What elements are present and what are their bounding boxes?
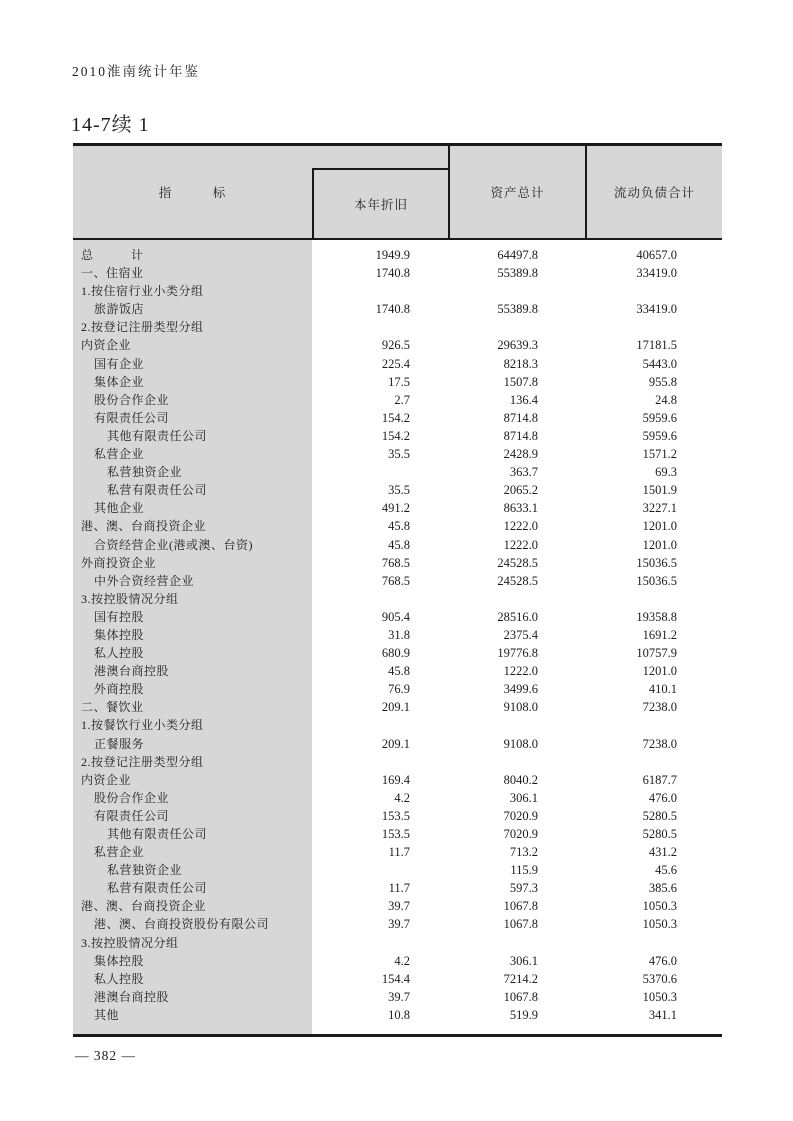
value-current-liabilities: 3227.1 bbox=[642, 501, 677, 516]
table-row bbox=[73, 680, 722, 698]
table-row bbox=[73, 716, 722, 734]
row-label: 私营独资企业 bbox=[107, 863, 183, 878]
row-label: 1.按餐饮行业小类分组 bbox=[81, 718, 204, 733]
value-depreciation: 680.9 bbox=[381, 646, 410, 661]
table-row bbox=[73, 608, 722, 626]
row-label: 港澳台商控股 bbox=[94, 664, 170, 679]
value-current-liabilities: 7238.0 bbox=[642, 736, 677, 751]
value-depreciation: 154.2 bbox=[381, 410, 410, 425]
table-row bbox=[73, 282, 722, 300]
row-label: 集体企业 bbox=[94, 374, 145, 389]
table-row bbox=[73, 934, 722, 952]
table-row bbox=[73, 318, 722, 336]
table-row bbox=[73, 355, 722, 373]
value-depreciation: 1949.9 bbox=[375, 248, 410, 262]
value-depreciation bbox=[312, 934, 448, 952]
row-label: 内资企业 bbox=[81, 338, 132, 353]
row-label: 私营有限责任公司 bbox=[107, 483, 208, 498]
table-row bbox=[73, 952, 722, 970]
value-current-liabilities: 15036.5 bbox=[636, 555, 677, 570]
table-row bbox=[73, 771, 722, 789]
value-current-liabilities bbox=[585, 282, 722, 300]
value-total-assets: 24528.5 bbox=[497, 573, 538, 588]
value-depreciation: 768.5 bbox=[381, 573, 410, 588]
value-depreciation: 768.5 bbox=[381, 555, 410, 570]
value-current-liabilities: 33419.0 bbox=[636, 302, 677, 317]
row-label: 集体控股 bbox=[94, 627, 145, 642]
row-label: 3.按控股情况分组 bbox=[81, 935, 179, 950]
table-row bbox=[73, 915, 722, 933]
table-row bbox=[73, 336, 722, 354]
value-depreciation: 45.8 bbox=[388, 664, 410, 679]
row-label: 3.按控股情况分组 bbox=[81, 591, 179, 606]
value-total-assets: 7214.2 bbox=[503, 971, 538, 986]
table-row bbox=[73, 897, 722, 915]
value-depreciation: 45.8 bbox=[388, 519, 410, 534]
table-row bbox=[73, 445, 722, 463]
row-label: 其他有限责任公司 bbox=[107, 827, 208, 841]
value-total-assets: 306.1 bbox=[509, 953, 538, 968]
value-total-assets: 3499.6 bbox=[503, 682, 538, 697]
value-depreciation: 4.2 bbox=[394, 953, 410, 968]
value-depreciation: 209.1 bbox=[381, 736, 410, 751]
value-depreciation bbox=[312, 716, 448, 734]
row-label: 内资企业 bbox=[81, 772, 132, 787]
value-current-liabilities bbox=[585, 590, 722, 608]
value-total-assets: 19776.8 bbox=[497, 646, 538, 661]
row-label: 外商投资企业 bbox=[81, 555, 157, 570]
value-total-assets: 9108.0 bbox=[503, 700, 538, 715]
value-total-assets: 2065.2 bbox=[503, 483, 538, 498]
value-total-assets: 28516.0 bbox=[497, 609, 538, 624]
value-depreciation: 154.2 bbox=[381, 428, 410, 443]
value-total-assets: 24528.5 bbox=[497, 555, 538, 570]
row-label: 一、住宿业 bbox=[81, 266, 144, 281]
value-total-assets: 363.7 bbox=[509, 465, 538, 480]
table-row bbox=[73, 463, 722, 481]
table-row bbox=[73, 626, 722, 644]
value-depreciation: 39.7 bbox=[388, 899, 410, 914]
row-label: 港、澳、台商投资股份有限公司 bbox=[94, 917, 270, 932]
row-label: 私人控股 bbox=[94, 646, 145, 661]
table-row bbox=[73, 264, 722, 282]
table-row bbox=[73, 481, 722, 499]
row-label: 合资经营企业(港或澳、台资) bbox=[94, 537, 253, 552]
value-current-liabilities: 6187.7 bbox=[642, 772, 677, 787]
row-label: 2.按登记注册类型分组 bbox=[81, 320, 204, 335]
table-row bbox=[73, 843, 722, 861]
row-label: 有限责任公司 bbox=[94, 808, 170, 823]
row-label: 私营独资企业 bbox=[107, 465, 183, 480]
value-depreciation: 1740.8 bbox=[375, 302, 410, 317]
value-depreciation bbox=[312, 753, 448, 771]
header-depreciation: 本年折旧 bbox=[312, 168, 448, 238]
value-depreciation: 154.4 bbox=[381, 971, 410, 986]
value-total-assets: 2375.4 bbox=[503, 627, 538, 642]
row-label: 私营企业 bbox=[94, 845, 145, 860]
value-total-assets: 713.2 bbox=[509, 845, 538, 860]
row-label: 港澳台商控股 bbox=[94, 989, 170, 1004]
value-current-liabilities: 341.1 bbox=[648, 1007, 677, 1022]
value-current-liabilities: 1501.9 bbox=[642, 483, 677, 498]
value-current-liabilities: 10757.9 bbox=[636, 646, 677, 661]
value-current-liabilities: 1201.0 bbox=[642, 519, 677, 534]
value-total-assets: 8714.8 bbox=[503, 410, 538, 425]
table-row bbox=[73, 300, 722, 318]
value-total-assets: 1222.0 bbox=[503, 519, 538, 534]
value-total-assets: 55389.8 bbox=[497, 266, 538, 281]
value-depreciation bbox=[312, 282, 448, 300]
value-current-liabilities bbox=[585, 753, 722, 771]
value-total-assets: 136.4 bbox=[509, 392, 538, 407]
table-row bbox=[73, 590, 722, 608]
value-current-liabilities: 1691.2 bbox=[642, 627, 677, 642]
table-row bbox=[73, 517, 722, 535]
value-current-liabilities: 17181.5 bbox=[636, 338, 677, 353]
value-current-liabilities: 5370.6 bbox=[642, 971, 677, 986]
value-depreciation: 35.5 bbox=[388, 447, 410, 462]
value-total-assets: 1067.8 bbox=[503, 899, 538, 914]
value-current-liabilities: 45.6 bbox=[655, 863, 677, 878]
table-row bbox=[73, 427, 722, 445]
value-depreciation: 35.5 bbox=[388, 483, 410, 498]
row-label: 股份合作企业 bbox=[94, 790, 170, 805]
row-label: 股份合作企业 bbox=[94, 392, 170, 407]
row-label: 旅游饭店 bbox=[94, 302, 145, 317]
value-depreciation: 153.5 bbox=[381, 808, 410, 823]
value-current-liabilities: 1050.3 bbox=[642, 989, 677, 1004]
table-title: 14-7续 1 bbox=[71, 114, 150, 136]
value-total-assets bbox=[448, 753, 585, 771]
table-row bbox=[73, 409, 722, 427]
value-current-liabilities: 476.0 bbox=[648, 790, 677, 805]
value-total-assets bbox=[448, 934, 585, 952]
row-label: 二、餐饮业 bbox=[81, 700, 144, 715]
row-label: 总 计 bbox=[81, 248, 144, 262]
row-label: 有限责任公司 bbox=[94, 410, 170, 425]
value-current-liabilities: 1050.3 bbox=[642, 899, 677, 914]
value-depreciation: 169.4 bbox=[381, 772, 410, 787]
row-label: 外商控股 bbox=[94, 682, 145, 697]
value-total-assets: 597.3 bbox=[509, 881, 538, 896]
row-label: 港、澳、台商投资企业 bbox=[81, 519, 207, 534]
value-depreciation: 39.7 bbox=[388, 989, 410, 1004]
row-label: 其他 bbox=[94, 1007, 120, 1022]
value-total-assets: 1222.0 bbox=[503, 664, 538, 679]
table-row bbox=[73, 988, 722, 1006]
value-total-assets: 1067.8 bbox=[503, 917, 538, 932]
row-label: 其他有限责任公司 bbox=[107, 428, 208, 443]
value-current-liabilities: 5443.0 bbox=[642, 356, 677, 371]
table-row bbox=[73, 825, 722, 843]
table-body bbox=[73, 240, 722, 1037]
table-row bbox=[73, 1006, 722, 1024]
table-row bbox=[73, 861, 722, 879]
value-depreciation: 225.4 bbox=[381, 356, 410, 371]
value-depreciation: 45.8 bbox=[388, 537, 410, 552]
value-current-liabilities: 1050.3 bbox=[642, 917, 677, 932]
value-depreciation: 2.7 bbox=[394, 392, 410, 407]
row-label: 港、澳、台商投资企业 bbox=[81, 899, 207, 914]
value-depreciation: 491.2 bbox=[381, 501, 410, 516]
value-total-assets: 115.9 bbox=[510, 863, 538, 878]
value-total-assets: 2428.9 bbox=[503, 447, 538, 462]
table-row bbox=[73, 536, 722, 554]
value-depreciation bbox=[312, 861, 448, 879]
value-total-assets: 29639.3 bbox=[497, 338, 538, 353]
value-total-assets bbox=[448, 590, 585, 608]
value-current-liabilities: 5959.6 bbox=[642, 410, 677, 425]
value-total-assets bbox=[448, 318, 585, 336]
value-depreciation: 1740.8 bbox=[375, 266, 410, 281]
table-row bbox=[73, 735, 722, 753]
value-current-liabilities: 5280.5 bbox=[642, 827, 677, 841]
table-row bbox=[73, 554, 722, 572]
value-current-liabilities: 476.0 bbox=[648, 953, 677, 968]
value-current-liabilities bbox=[585, 716, 722, 734]
page-number: — 382 — bbox=[75, 1048, 136, 1063]
value-depreciation: 76.9 bbox=[388, 682, 410, 697]
table-row bbox=[73, 698, 722, 716]
row-label: 正餐服务 bbox=[94, 736, 145, 751]
value-depreciation: 11.7 bbox=[388, 845, 410, 860]
value-current-liabilities: 1571.2 bbox=[642, 447, 677, 462]
table-row bbox=[73, 789, 722, 807]
value-total-assets: 7020.9 bbox=[503, 808, 538, 823]
value-current-liabilities: 5280.5 bbox=[642, 808, 677, 823]
row-label: 私营有限责任公司 bbox=[107, 881, 208, 896]
value-total-assets: 1222.0 bbox=[503, 537, 538, 552]
value-current-liabilities: 431.2 bbox=[648, 845, 677, 860]
table-row bbox=[73, 572, 722, 590]
header-total-assets: 资产总计 bbox=[490, 186, 545, 200]
value-current-liabilities: 33419.0 bbox=[636, 266, 677, 281]
table-row bbox=[73, 644, 722, 662]
value-current-liabilities: 385.6 bbox=[648, 881, 677, 896]
value-depreciation: 905.4 bbox=[381, 609, 410, 624]
table-row bbox=[73, 753, 722, 771]
value-depreciation: 153.5 bbox=[381, 827, 410, 841]
value-total-assets bbox=[448, 282, 585, 300]
value-total-assets: 1067.8 bbox=[503, 989, 538, 1004]
value-total-assets: 519.9 bbox=[509, 1007, 538, 1022]
row-label: 其他企业 bbox=[94, 501, 145, 516]
value-depreciation: 10.8 bbox=[388, 1007, 410, 1022]
value-total-assets: 55389.8 bbox=[497, 302, 538, 317]
value-total-assets: 8040.2 bbox=[503, 772, 538, 787]
table-row bbox=[73, 879, 722, 897]
table-row bbox=[73, 807, 722, 825]
value-depreciation: 926.5 bbox=[381, 338, 410, 353]
table-row bbox=[73, 662, 722, 680]
value-current-liabilities: 19358.8 bbox=[636, 609, 677, 624]
value-current-liabilities: 410.1 bbox=[648, 682, 677, 697]
value-current-liabilities: 40657.0 bbox=[636, 248, 677, 262]
value-current-liabilities: 69.3 bbox=[655, 465, 677, 480]
value-depreciation bbox=[312, 318, 448, 336]
value-current-liabilities: 24.8 bbox=[655, 392, 677, 407]
row-label: 国有企业 bbox=[94, 356, 145, 371]
value-total-assets: 8633.1 bbox=[503, 501, 538, 516]
value-depreciation: 209.1 bbox=[381, 700, 410, 715]
value-depreciation bbox=[312, 590, 448, 608]
table-row bbox=[73, 970, 722, 988]
value-current-liabilities: 955.8 bbox=[648, 374, 677, 389]
value-current-liabilities bbox=[585, 934, 722, 952]
value-depreciation: 31.8 bbox=[388, 627, 410, 642]
value-depreciation: 39.7 bbox=[388, 917, 410, 932]
value-current-liabilities: 15036.5 bbox=[636, 573, 677, 588]
table-row bbox=[73, 391, 722, 409]
table-row bbox=[73, 246, 722, 264]
value-current-liabilities bbox=[585, 318, 722, 336]
table-row bbox=[73, 499, 722, 517]
row-label: 中外合资经营企业 bbox=[94, 573, 195, 588]
row-label: 2.按登记注册类型分组 bbox=[81, 754, 204, 769]
table-header bbox=[73, 146, 722, 240]
value-depreciation: 4.2 bbox=[394, 790, 410, 805]
value-total-assets: 64497.8 bbox=[497, 248, 538, 262]
value-depreciation bbox=[312, 463, 448, 481]
header-indicator: 指 标 bbox=[158, 186, 227, 200]
row-label: 私人控股 bbox=[94, 971, 145, 986]
header-current-liabilities: 流动负债合计 bbox=[613, 186, 695, 200]
statistics-table bbox=[73, 143, 722, 1037]
value-current-liabilities: 1201.0 bbox=[642, 664, 677, 679]
value-total-assets: 8714.8 bbox=[503, 428, 538, 443]
table-row bbox=[73, 373, 722, 391]
yearbook-header: 2010淮南统计年鉴 bbox=[72, 64, 200, 79]
row-label: 私营企业 bbox=[94, 447, 145, 462]
row-label: 国有控股 bbox=[94, 609, 145, 624]
value-current-liabilities: 7238.0 bbox=[642, 700, 677, 715]
value-depreciation: 11.7 bbox=[388, 881, 410, 896]
row-label: 1.按住宿行业小类分组 bbox=[81, 284, 204, 299]
value-total-assets bbox=[448, 716, 585, 734]
value-total-assets: 1507.8 bbox=[503, 374, 538, 389]
value-current-liabilities: 1201.0 bbox=[642, 537, 677, 552]
value-total-assets: 7020.9 bbox=[503, 827, 538, 841]
value-depreciation: 17.5 bbox=[388, 374, 410, 389]
value-total-assets: 9108.0 bbox=[503, 736, 538, 751]
value-total-assets: 306.1 bbox=[509, 790, 538, 805]
value-current-liabilities: 5959.6 bbox=[642, 428, 677, 443]
value-total-assets: 8218.3 bbox=[503, 356, 538, 371]
row-label: 集体控股 bbox=[94, 953, 145, 968]
